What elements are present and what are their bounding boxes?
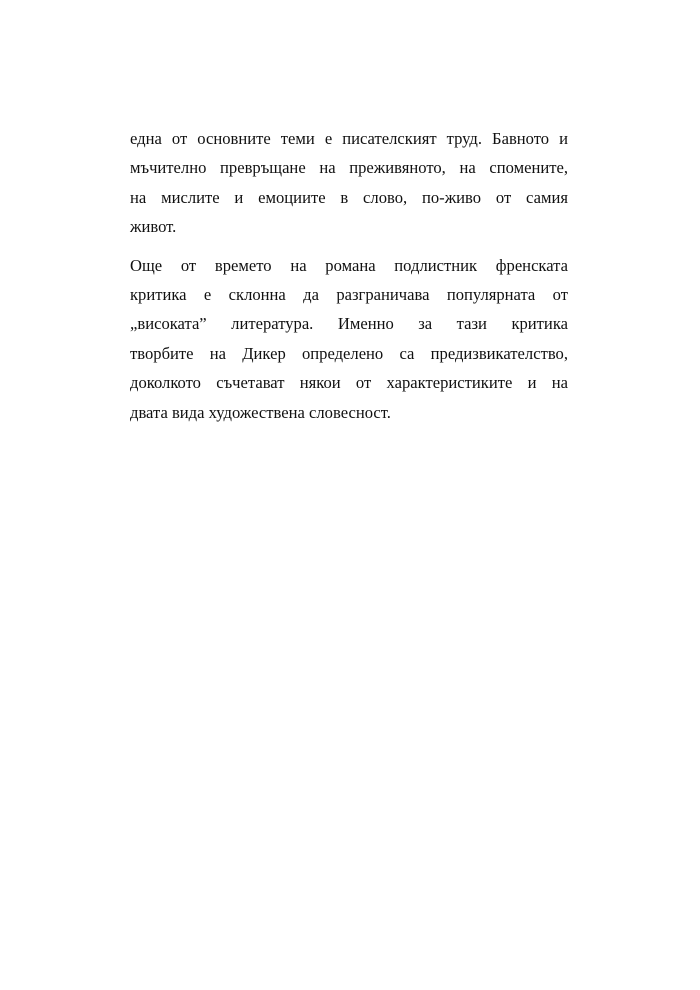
text-line: доколкото съчетават някои от характеристиките и на — [130, 373, 568, 393]
text-line: на мислите и емоциите в слово, по-живо от самия — [130, 187, 568, 207]
body-text — [130, 124, 568, 427]
text-line: мъчително превръщане на преживяното, на спомените, — [130, 158, 568, 178]
text-line: една от основните теми е писателският труд. Бавното и — [130, 129, 568, 148]
text-line: творбите на Дикер определено са предизвикателство, — [130, 343, 568, 363]
text-line: Още от времето на романа подлистник френската — [130, 255, 568, 275]
text-line: двата вида художествена словесност. — [130, 402, 391, 422]
text-line: „високата” литература. Именно за тази критика — [130, 314, 568, 334]
paragraph-1 — [130, 124, 568, 242]
text-line: критика е склонна да разграничава популярната от — [130, 285, 568, 305]
paragraph-2 — [130, 251, 568, 427]
text-line: живот. — [130, 217, 177, 237]
